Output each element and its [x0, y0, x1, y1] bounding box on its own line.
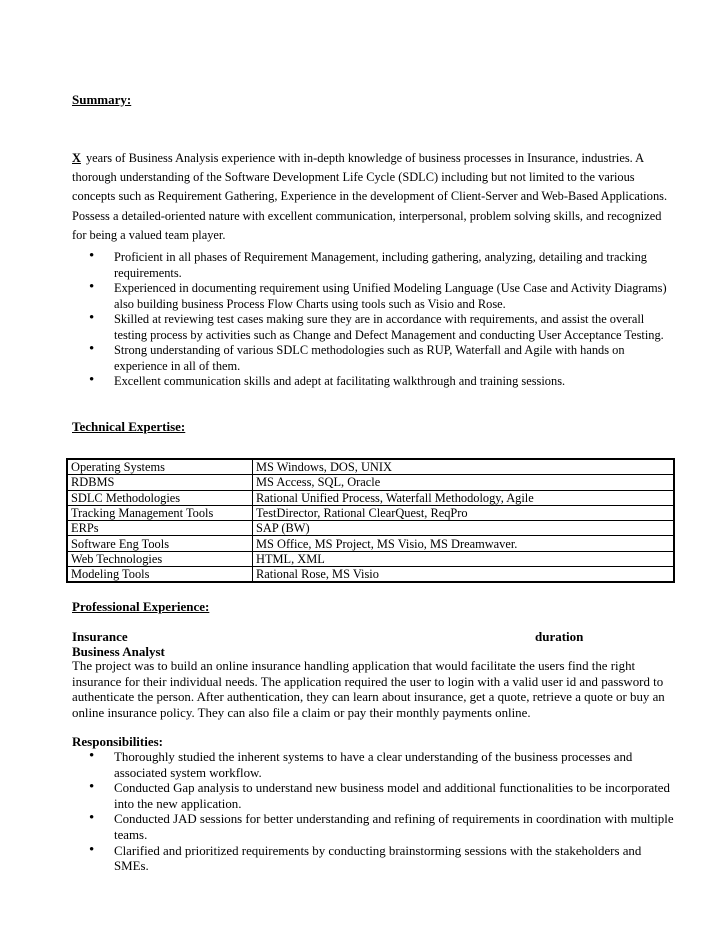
table-row: [67, 490, 674, 505]
table-cell-category: SDLC Methodologies: [67, 490, 253, 505]
list-item: • Clarified and prioritized requirements by conducting brainstorming sessions with the stakeholders and SMEs.: [72, 844, 678, 875]
company-name: Insurance: [72, 629, 128, 644]
experience-heading: Professional Experience:: [72, 599, 210, 614]
table-row: [67, 459, 674, 475]
list-item: • Strong understanding of various SDLC methodologies such as RUP, Waterfall and Agile with hands on experience in all of them.: [72, 343, 678, 374]
table-cell-value: Rational Unified Process, Waterfall Methodology, Agile: [253, 490, 675, 505]
responsibilities-heading: Responsibilities:: [72, 734, 164, 749]
years-placeholder: X: [72, 151, 81, 165]
table-row: [67, 536, 674, 551]
table-cell-category: Web Technologies: [67, 551, 253, 566]
table-row: [67, 505, 674, 520]
summary-paragraph: [72, 149, 672, 245]
table-row: [67, 475, 674, 490]
technical-heading: Technical Expertise:: [72, 419, 186, 434]
summary-heading: Summary:: [72, 92, 132, 107]
table-cell-category: Operating Systems: [67, 459, 253, 475]
job-role: Business Analyst: [72, 644, 165, 659]
table-cell-value: SAP (BW): [253, 521, 675, 536]
summary-bullet-list: [72, 250, 678, 390]
list-item: • Experienced in documenting requirement using Unified Modeling Language (Use Case and Activity Diagrams) also building business Process Flow Charts using tools such as Visio and Rose.: [72, 281, 678, 312]
list-item: • Proficient in all phases of Requirement Management, including gathering, analyzing, detailing and tracking requirements.: [72, 250, 678, 281]
list-item: • Conducted JAD sessions for better understanding and refining of requirements in coordination with multiple teams.: [72, 812, 678, 843]
table-cell-value: MS Windows, DOS, UNIX: [253, 459, 675, 475]
summary-text: years of Business Analysis experience with in-depth knowledge of business processes in Insurance, industries. A thorough understanding of the Software Development Life Cycle (SDLC) including but not limited to the various concepts such as Requirement Gathering, Experience in the development of Client-Server and Web-Based Applications. Possess a detailed-oriented nature with excellent communication, interpersonal, problem solving skills, and recognized for being a valued team player.: [72, 151, 668, 242]
table-cell-category: Modeling Tools: [67, 567, 253, 583]
list-item: • Excellent communication skills and adept at facilitating walkthrough and training sessions.: [72, 374, 678, 390]
project-description: The project was to build an online insurance handling application that would facilitate the users find the right insurance for their individual needs. The application required the user to login with a valid user id and password to authenticate the person. After authentication, they can learn about insurance, get a quote, retrieve a quote or buy an online insurance policy. They can also file a claim or pay their monthly payments online.: [72, 659, 665, 720]
table-cell-category: ERPs: [67, 521, 253, 536]
table-cell-value: MS Office, MS Project, MS Visio, MS Dreamwaver.: [253, 536, 675, 551]
list-item: • Thoroughly studied the inherent systems to have a clear understanding of the business processes and associated system workflow.: [72, 750, 678, 781]
table-cell-value: MS Access, SQL, Oracle: [253, 475, 675, 490]
duration-label: duration: [535, 629, 584, 644]
table-row: [67, 567, 674, 583]
table-row: [67, 521, 674, 536]
table-row: [67, 551, 674, 566]
list-item: • Skilled at reviewing test cases making sure they are in accordance with requirements, and assist the overall testing process by activities such as Change and Defect Management and conducting User Acceptance Testing.: [72, 312, 678, 343]
table-cell-category: RDBMS: [67, 475, 253, 490]
table-cell-value: Rational Rose, MS Visio: [253, 567, 675, 583]
list-item: • Conducted Gap analysis to understand new business model and additional functionalities to be incorporated into the new application.: [72, 781, 678, 812]
table-cell-category: Tracking Management Tools: [67, 505, 253, 520]
table-cell-category: Software Eng Tools: [67, 536, 253, 551]
table-cell-value: HTML, XML: [253, 551, 675, 566]
technical-table: [66, 458, 675, 583]
responsibilities-list: [72, 750, 678, 875]
table-cell-value: TestDirector, Rational ClearQuest, ReqPro: [253, 505, 675, 520]
